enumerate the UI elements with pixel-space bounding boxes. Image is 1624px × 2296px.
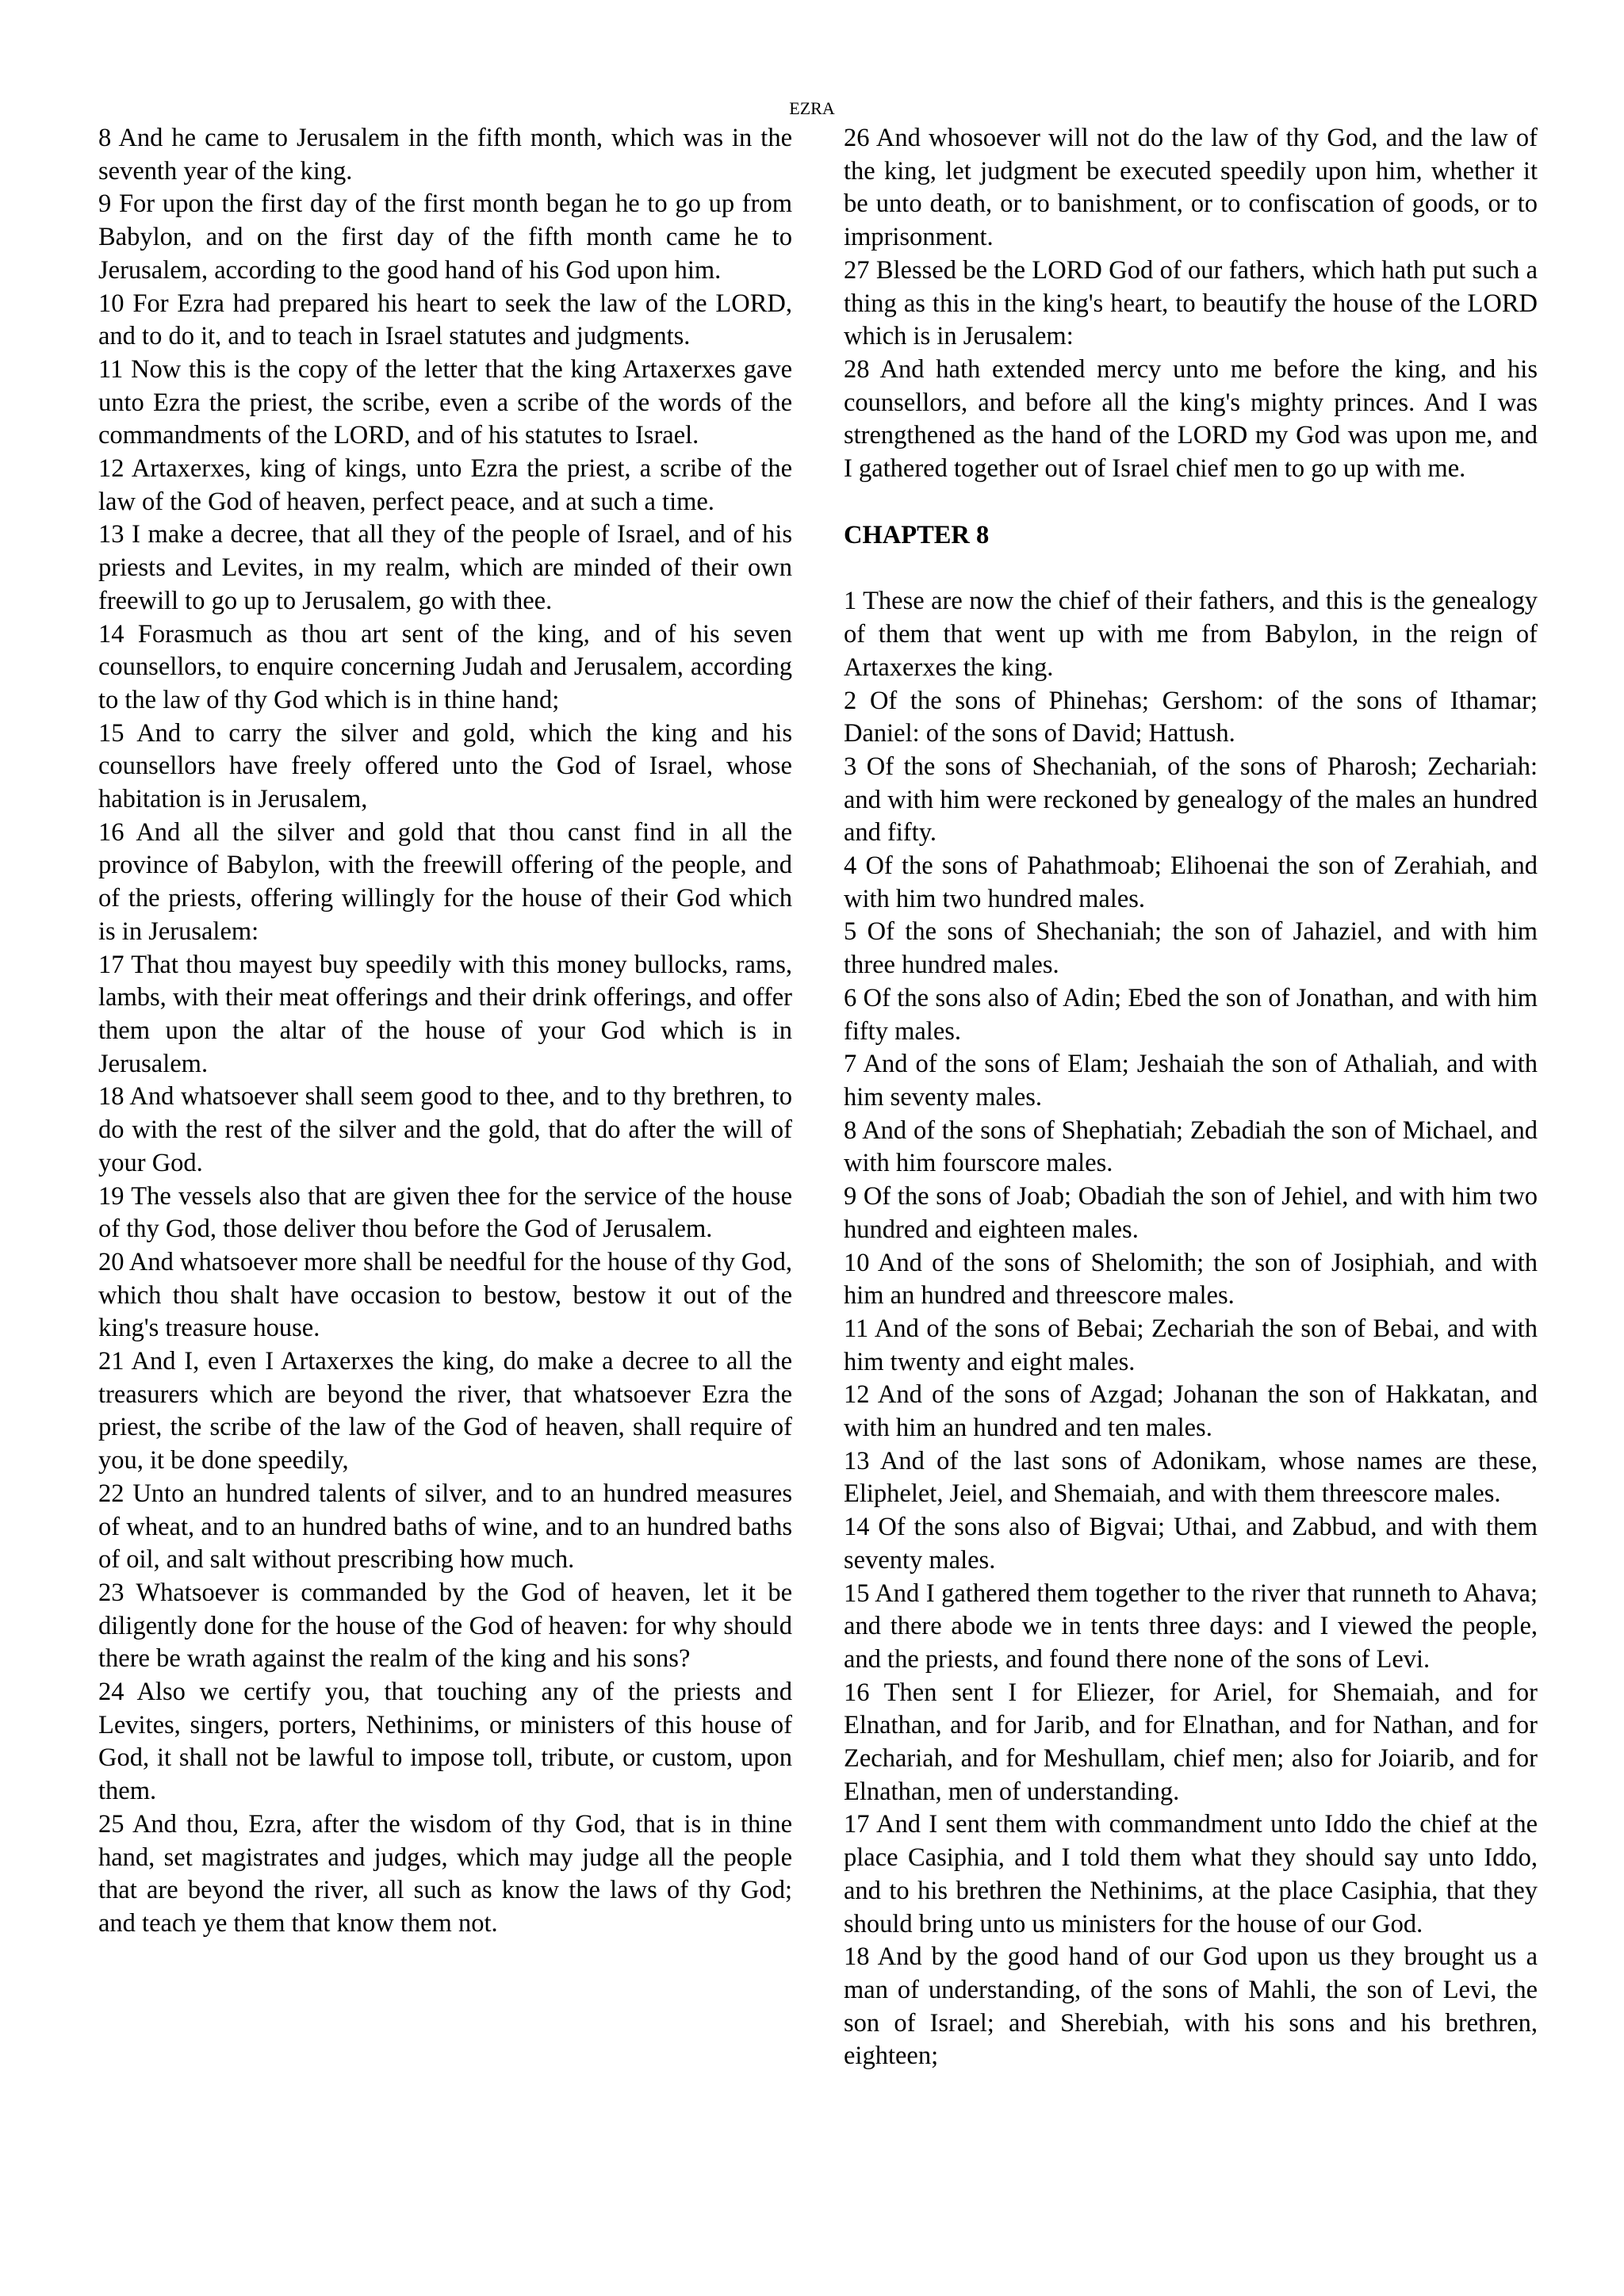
verse: 11 Now this is the copy of the letter that the king Artaxerxes gave unto Ezra the priest, the scribe, even a scribe of the words of the commandments of the LORD, and of his statutes to Israel. <box>98 354 792 450</box>
verse: 12 Artaxerxes, king of kings, unto Ezra the priest, a scribe of the law of the God of heaven, perfect peace, and at such a time. <box>98 454 792 516</box>
verse: 3 Of the sons of Shechaniah, of the sons of Pharosh; Zechariah: and with him were reckoned by genealogy of the males an hundred and fifty. <box>844 752 1538 848</box>
verse: 10 For Ezra had prepared his heart to seek the law of the LORD, and to do it, and to teach in Israel statutes and judgments. <box>98 289 792 351</box>
verse: 13 And of the last sons of Adonikam, whose names are these, Eliphelet, Jeiel, and Shemaiah, and with them threescore males. <box>844 1446 1538 1509</box>
verse: 7 And of the sons of Elam; Jeshaiah the son of Athaliah, and with him seventy males. <box>844 1050 1538 1112</box>
verse: 4 Of the sons of Pahathmoab; Elihoenai the son of Zerahiah, and with him two hundred males. <box>844 851 1538 913</box>
verse: 21 And I, even I Artaxerxes the king, do make a decree to all the treasurers which are beyond the river, that whatsoever Ezra the priest, the scribe of the law of the God of heaven, shall require of you, it be done speedily, <box>98 1347 792 1475</box>
verse: 8 And he came to Jerusalem in the fifth month, which was in the seventh year of the king. <box>98 124 792 186</box>
verse: 9 Of the sons of Joab; Obadiah the son of Jehiel, and with him two hundred and eighteen males. <box>844 1182 1538 1244</box>
verse: 26 And whosoever will not do the law of thy God, and the law of the king, let judgment be executed speedily upon him, whether it be unto death, or to banishment, or to confiscation of goods, or to imprisonment. <box>844 124 1538 252</box>
verse: 22 Unto an hundred talents of silver, and to an hundred measures of wheat, and to an hundred baths of wine, and to an hundred baths of oil, and salt without prescribing how much. <box>98 1479 792 1575</box>
verse: 17 And I sent them with commandment unto Iddo the chief at the place Casiphia, and I told them what they should say unto Iddo, and to his brethren the Nethinims, at the place Casiphia, that they should bring unto us ministers for the house of our God. <box>844 1810 1538 1938</box>
verse: 11 And of the sons of Bebai; Zechariah the son of Bebai, and with him twenty and eight males. <box>844 1314 1538 1376</box>
verse: 8 And of the sons of Shephatiah; Zebadiah the son of Michael, and with him fourscore males. <box>844 1115 1538 1178</box>
verse: 16 Then sent I for Eliezer, for Ariel, for Shemaiah, and for Elnathan, and for Jarib, and for Elnathan, and for Nathan, and for Zechariah, and for Meshullam, chief men; also for Joiarib, and for Elnathan, men of understanding. <box>844 1678 1538 1806</box>
verse: 17 That thou mayest buy speedily with this money bullocks, rams, lambs, with their meat offerings and their drink offerings, and offer them upon the altar of the house of your God which is in Jerusalem. <box>98 950 792 1078</box>
verse: 10 And of the sons of Shelomith; the son of Josiphiah, and with him an hundred and threescore males. <box>844 1248 1538 1311</box>
verse: 2 Of the sons of Phinehas; Gershom: of the sons of Ithamar; Daniel: of the sons of David; Hattush. <box>844 686 1538 748</box>
verse: 15 And to carry the silver and gold, which the king and his counsellors have freely offered unto the God of Israel, whose habitation is in Jerusalem, <box>98 718 792 814</box>
verse: 5 Of the sons of Shechaniah; the son of Jahaziel, and with him three hundred males. <box>844 917 1538 980</box>
verse: 25 And thou, Ezra, after the wisdom of thy God, that is in thine hand, set magistrates and judges, which may judge all the people that are beyond the river, all such as know the laws of thy God; and teach ye them that know them not. <box>98 1809 792 1938</box>
right-column <box>844 122 1538 2073</box>
verse: 6 Of the sons also of Adin; Ebed the son of Jonathan, and with him fifty males. <box>844 983 1538 1046</box>
verse: 14 Forasmuch as thou art sent of the king, and of his seven counsellors, to enquire concerning Judah and Jerusalem, according to the law of thy God which is in thine hand; <box>98 619 792 714</box>
verse: 28 And hath extended mercy unto me before the king, and his counsellors, and before all the king's mighty princes. And I was strengthened as the hand of the LORD my God was upon me, and I gathered together out of Israel chief men to go up with me. <box>844 354 1538 484</box>
verse: 9 For upon the first day of the first month began he to go up from Babylon, and on the first day of the fifth month came he to Jerusalem, according to the good hand of his God upon him. <box>98 189 792 285</box>
verse: 13 I make a decree, that all they of the people of Israel, and of his priests and Levites, in my realm, which are minded of their own freewill to go up to Jerusalem, go with thee. <box>98 520 792 615</box>
left-column <box>98 122 792 1941</box>
verse: 15 And I gathered them together to the river that runneth to Ahava; and there abode we in tents three days: and I viewed the people, and the priests, and found there none of the sons of Levi. <box>844 1578 1538 1674</box>
verse: 20 And whatsoever more shall be needful for the house of thy God, which thou shalt have occasion to bestow, bestow it out of the king's treasure house. <box>98 1247 792 1343</box>
verse: 1 These are now the chief of their fathers, and this is the genealogy of them that went up with me from Babylon, in the reign of Artaxerxes the king. <box>844 587 1538 682</box>
verse: 23 Whatsoever is commanded by the God of heaven, let it be diligently done for the house of the God of heaven: for why should there be wrath against the realm of the king and his sons? <box>98 1578 792 1674</box>
verse: 18 And whatsoever shall seem good to thee, and to thy brethren, to do with the rest of the silver and the gold, that do after the will of your God. <box>98 1082 792 1177</box>
verse: 14 Of the sons also of Bigvai; Uthai, and Zabbud, and with them seventy males. <box>844 1513 1538 1575</box>
verse: 18 And by the good hand of our God upon us they brought us a man of understanding, of the sons of Mahli, the son of Levi, the son of Israel; and Sherebiah, with his sons and his brethren, eighteen; <box>844 1942 1538 2071</box>
chapter-heading: CHAPTER 8 <box>844 520 990 549</box>
verse: 24 Also we certify you, that touching any of the priests and Levites, singers, porters, Nethinims, or ministers of this house of God, it shall not be lawful to impose toll, tribute, or custom, upon them. <box>98 1678 792 1806</box>
verse: 12 And of the sons of Azgad; Johanan the son of Hakkatan, and with him an hundred and ten males. <box>844 1380 1538 1443</box>
verse: 19 The vessels also that are given thee for the service of the house of thy God, those deliver thou before the God of Jerusalem. <box>98 1181 792 1244</box>
verse: 27 Blessed be the LORD God of our fathers, which hath put such a thing as this in the king's heart, to beautify the house of the LORD which is in Jerusalem: <box>844 255 1538 351</box>
page-header: EZRA <box>789 98 835 118</box>
verse: 16 And all the silver and gold that thou canst find in all the province of Babylon, with the freewill offering of the people, and of the priests, offering willingly for the house of their God which is in Jerusalem: <box>98 817 792 946</box>
